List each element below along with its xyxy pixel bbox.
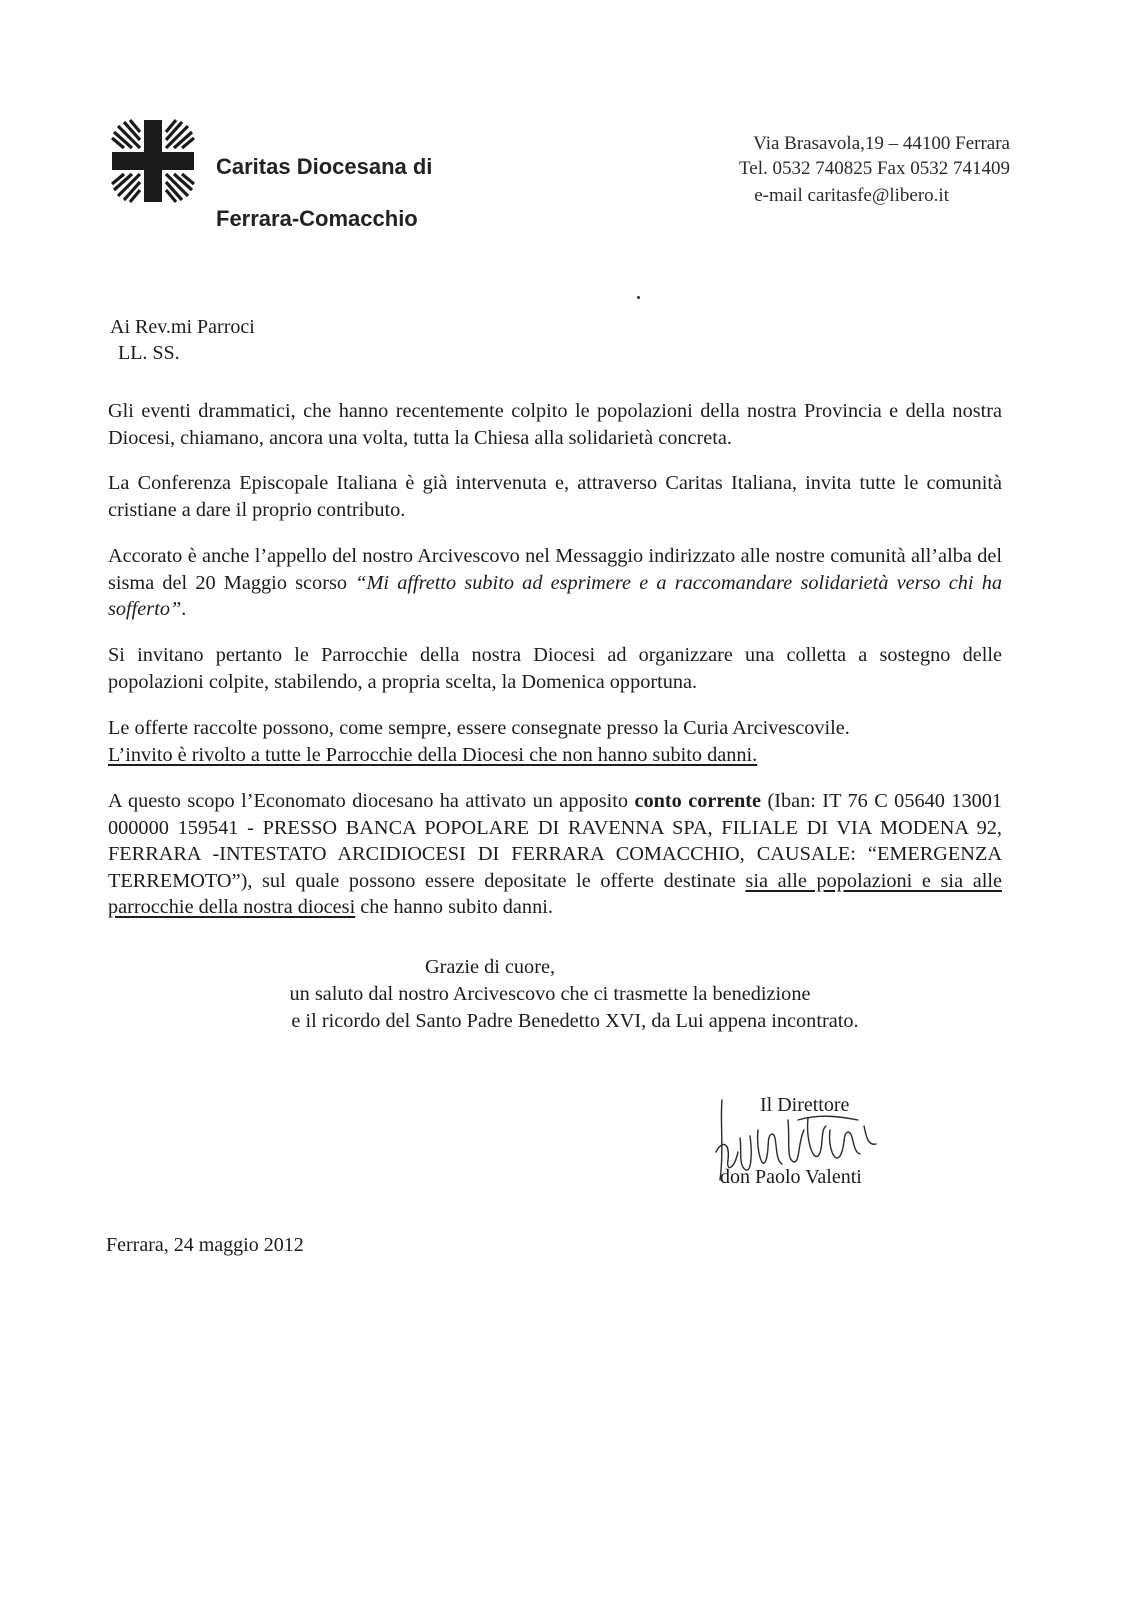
paragraph-6-text-c: che hanno subito danni. (355, 896, 553, 918)
paragraph-5-text: Le offerte raccolte possono, come sempre, essere consegnate presso la Curia Arcivescovile. (108, 717, 850, 739)
paragraph-6-text-a: A questo scopo l’Economato diocesano ha attivato un apposito (108, 790, 635, 812)
paragraph-5-underlined: L’invito è rivolto a tutte le Parrocchie della Diocesi che non hanno subito danni. (108, 743, 758, 766)
recipient-line2: LL. SS. (118, 342, 180, 364)
paragraph-6-text-b: (Iban: IT 76 C 05640 13001 000000 159541 - PRESSO BANCA POPOLARE DI RAVENNA SPA, FILIALE DI VIA MODENA 92, FERRARA -INTESTATO ARCIDIOCESI DI FERRARA COMACCHIO, CAUSALE: “EMERGENZA TERREMOTO”), sul quale possono essere depositate le offerte destinate (108, 790, 1003, 892)
paragraph-4: Si invitano pertanto le Parrocchie della nostra Diocesi ad organizzare una colletta a sostegno delle popolazioni colpite, stabilendo, a propria scelta, la Domenica opportuna. (108, 644, 1002, 693)
phone-fax-line: Tel. 0532 740825 Fax 0532 741409 (739, 158, 1010, 179)
email-line: e-mail caritasfe@libero.it (754, 185, 949, 206)
paragraph-1: Gli eventi drammatici, che hanno recentemente colpito le popolazioni della nostra Provincia e della nostra Diocesi, chiamano, ancora una volta, tutta la Chiesa alla solidarietà concreta. (108, 400, 1002, 449)
caritas-logo-icon (110, 118, 196, 204)
stray-dot (637, 296, 640, 299)
paragraph-5 (108, 715, 1002, 768)
address-line: Via Brasavola,19 – 44100 Ferrara (753, 133, 1010, 154)
recipient-line1: Ai Rev.mi Parroci (110, 316, 255, 338)
closing-line2: un saluto dal nostro Arcivescovo che ci trasmette la benedizione (289, 983, 811, 1005)
org-name-line1: Caritas Diocesana di (216, 154, 433, 179)
signatory-title: Il Direttore (760, 1094, 850, 1116)
org-name-line2: Ferrara-Comacchio (216, 206, 418, 231)
paragraph-3-end: . (181, 598, 187, 620)
paragraph-6 (108, 788, 1002, 921)
archbishop-quote: “Mi affretto subito ad esprimere e a raccomandare solidarietà verso chi ha sofferto” (108, 571, 1002, 620)
closing-line3: e il ricordo del Santo Padre Benedetto XVI, da Lui appena incontrato. (291, 1010, 859, 1032)
paragraph-3-text: Accorato è anche l’appello del nostro Arcivescovo nel Messaggio indirizzato alle nostre comunità all’alba del sisma del 20 Maggio scorso (108, 545, 1002, 594)
signatory-name: don Paolo Valenti (720, 1166, 862, 1188)
closing-line1: Grazie di cuore, (424, 956, 556, 978)
letter-date: Ferrara, 24 maggio 2012 (106, 1234, 304, 1256)
bank-account-label: conto corrente (634, 790, 762, 812)
paragraph-6-underlined: sia alle popolazioni e sia alle parrocchie della nostra diocesi (108, 869, 1002, 918)
paragraph-3 (108, 543, 1002, 623)
paragraph-2: La Conferenza Episcopale Italiana è già intervenuta e, attraverso Caritas Italiana, invita tutte le comunità cristiane a dare il proprio contributo. (108, 472, 1002, 521)
